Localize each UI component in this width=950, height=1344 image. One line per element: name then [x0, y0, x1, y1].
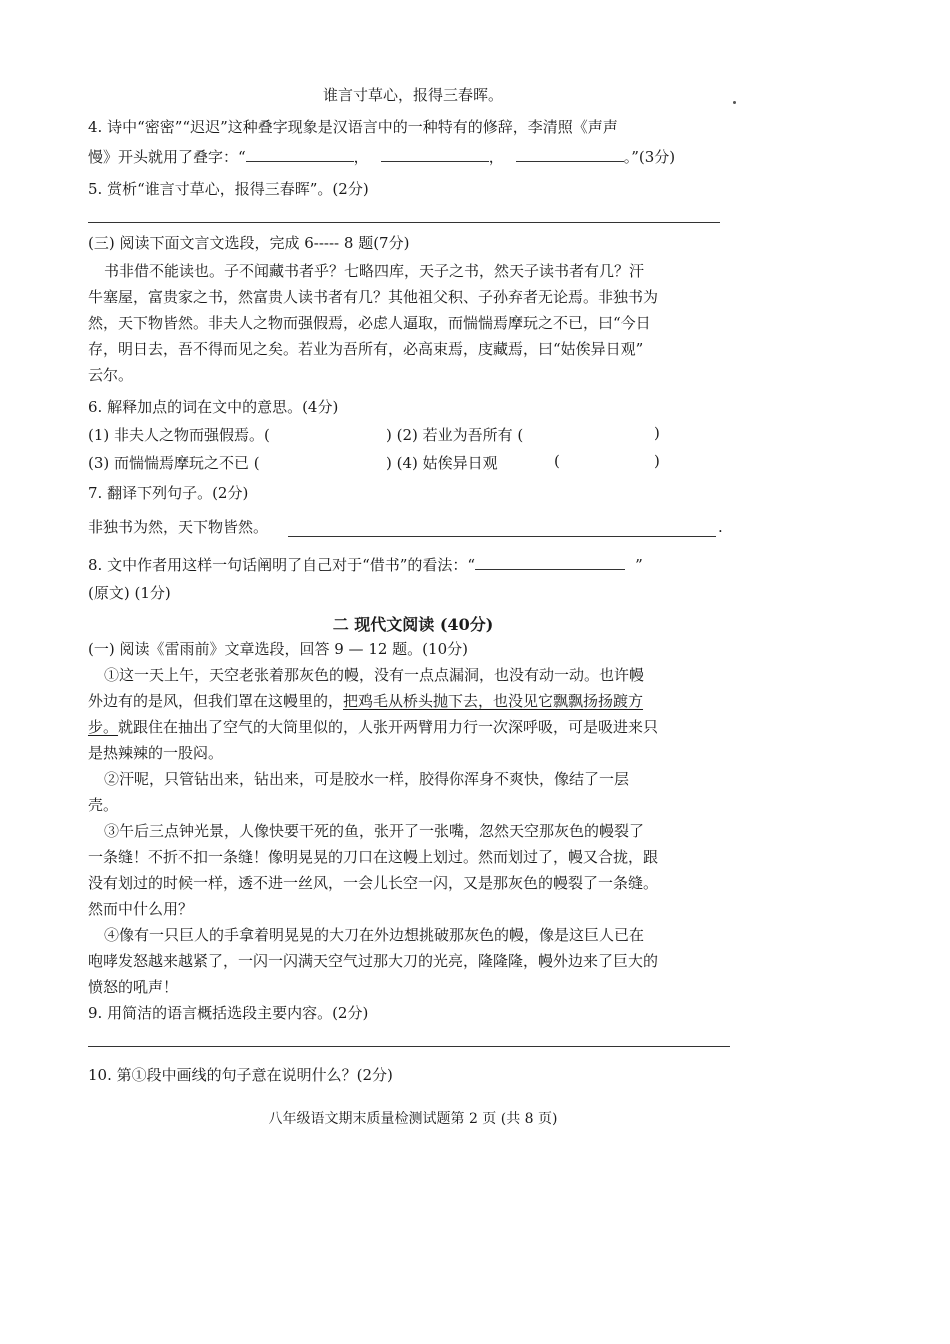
para4-line: 愤怒的吼声！: [88, 978, 179, 996]
para1-text: 就跟住在抽出了空气的大筒里似的，人张开两臂用力行一次深呼吸，可是吸进来只: [118, 718, 659, 736]
q6-item-3: (3) 而惴惴焉摩玩之不已 (: [88, 454, 260, 472]
q6-title: 6. 解释加点的词在文中的意思。(4分): [88, 398, 339, 416]
q4-prefix: 慢》开头就用了叠字：“: [88, 148, 246, 166]
answer-blank[interactable]: [381, 147, 489, 162]
q7-sentence: 非独书为然，天下物皆然。: [88, 518, 269, 536]
underlined-sentence: 把鸡毛从桥头抛下去，也没见它飘飘扬扬踱方: [343, 692, 644, 710]
q7-title: 7. 翻译下列句子。(2分): [88, 484, 249, 502]
q6-item-2: ) (2) 若业为吾所有 (: [386, 426, 524, 444]
q6-close: ): [654, 452, 660, 470]
q6-open: (: [554, 452, 560, 470]
answer-line[interactable]: [88, 222, 720, 223]
passage-line: 存，明日去，吾不得而见之矣。若业为吾所有，必高束焉，庋藏焉，曰“姑俟异日观”: [88, 340, 644, 358]
para4-line: ④像有一只巨人的手拿着明晃晃的大刀在外边想挑破那灰色的幔，像是这巨人已在: [104, 926, 645, 944]
q6-item-4: ) (4) 姑俟异日观: [386, 454, 498, 472]
q4-suffix: 。”(3分): [623, 148, 676, 166]
answer-blank[interactable]: [475, 555, 625, 570]
q8-line2: (原文) (1分): [88, 584, 171, 602]
q6-close: ): [654, 424, 660, 442]
para1-line: [88, 716, 658, 737]
q9-title: 9. 用简洁的语言概括选段主要内容。(2分): [88, 1004, 369, 1022]
q8-suffix: ”: [635, 556, 643, 574]
q4-sep: ，: [353, 148, 369, 166]
para1-text: 外边有的是风，但我们罩在这幔里的，: [88, 692, 344, 710]
para2-line: ②汗呢，只管钻出来，钻出来，可是胶水一样，胶得你浑身不爽快，像结了一层: [104, 770, 630, 788]
q7-period: .: [718, 518, 723, 536]
para3-line: 然而中什么用？: [88, 900, 194, 918]
page-footer: 八年级语文期末质量检测试题第 2 页 (共 8 页): [268, 1111, 558, 1127]
para3-line: 没有划过的时候一样，透不进一丝风，一会儿长空一闪，又是那灰色的幔裂了一条缝。: [88, 874, 659, 892]
para1-line: 是热辣辣的一股闷。: [88, 744, 224, 762]
para3-line: 一条缝！不折不扣一条缝！像明晃晃的刀口在这幔上划过。然而划过了，幔又合拢，跟: [88, 848, 659, 866]
poem-line: 谁言寸草心，报得三春晖。: [322, 86, 503, 104]
q8-line1: [88, 554, 643, 575]
underlined-sentence: 步。: [88, 718, 119, 736]
passage-line: 然，天下物皆然。非夫人之物而强假焉，必虑人逼取，而惴惴焉摩玩之不已，曰“今日: [88, 314, 651, 332]
answer-blank[interactable]: [246, 147, 354, 162]
q4-line1: 4. 诗中“密密”“迟迟”这种叠字现象是汉语言中的一种特有的修辞，李清照《声声: [88, 118, 618, 136]
q4-sep: ，: [488, 148, 504, 166]
scan-speck: [733, 101, 736, 104]
passage-line: 云尔。: [88, 366, 134, 384]
q5-title: 5. 赏析“谁言寸草心，报得三春晖”。(2分): [88, 180, 369, 198]
section3-header: (三) 阅读下面文言文选段，完成 6----- 8 题(7分): [88, 234, 410, 252]
para1-line: [88, 690, 643, 711]
para4-line: 咆哮发怒越来越紧了，一闪一闪满天空气过那大刀的光亮，隆隆隆，幔外边来了巨大的: [88, 952, 659, 970]
q6-item-1: (1) 非夫人之物而强假焉。(: [88, 426, 270, 444]
para3-line: ③午后三点钟光景，人像快要干死的鱼，张开了一张嘴，忽然天空那灰色的幔裂了: [104, 822, 645, 840]
q10-title: 10. 第①段中画线的句子意在说明什么？(2分): [88, 1066, 393, 1084]
para2-line: 壳。: [88, 796, 119, 814]
part2-sub: (一) 阅读《雷雨前》文章选段，回答 9 — 12 题。(10分): [88, 640, 468, 658]
q4-line2: [88, 146, 675, 167]
answer-line[interactable]: [288, 536, 716, 537]
q8-prefix: 8. 文中作者用这样一句话阐明了自己对于“借书”的看法：“: [88, 556, 476, 574]
answer-blank[interactable]: [516, 147, 624, 162]
answer-line[interactable]: [88, 1046, 730, 1047]
part2-heading: 二 现代文阅读 (40分): [332, 615, 494, 634]
passage-line: 书非借不能读也。子不闻藏书者乎？七略四库，天子之书，然天子读书者有几？汗: [104, 262, 645, 280]
passage-line: 牛塞屋，富贵家之书，然富贵人读书者有几？其他祖父积、子孙弃者无论焉。非独书为: [88, 288, 659, 306]
para1-line: ①这一天上午，天空老张着那灰色的幔，没有一点点漏洞，也没有动一动。也许幔: [104, 666, 645, 684]
